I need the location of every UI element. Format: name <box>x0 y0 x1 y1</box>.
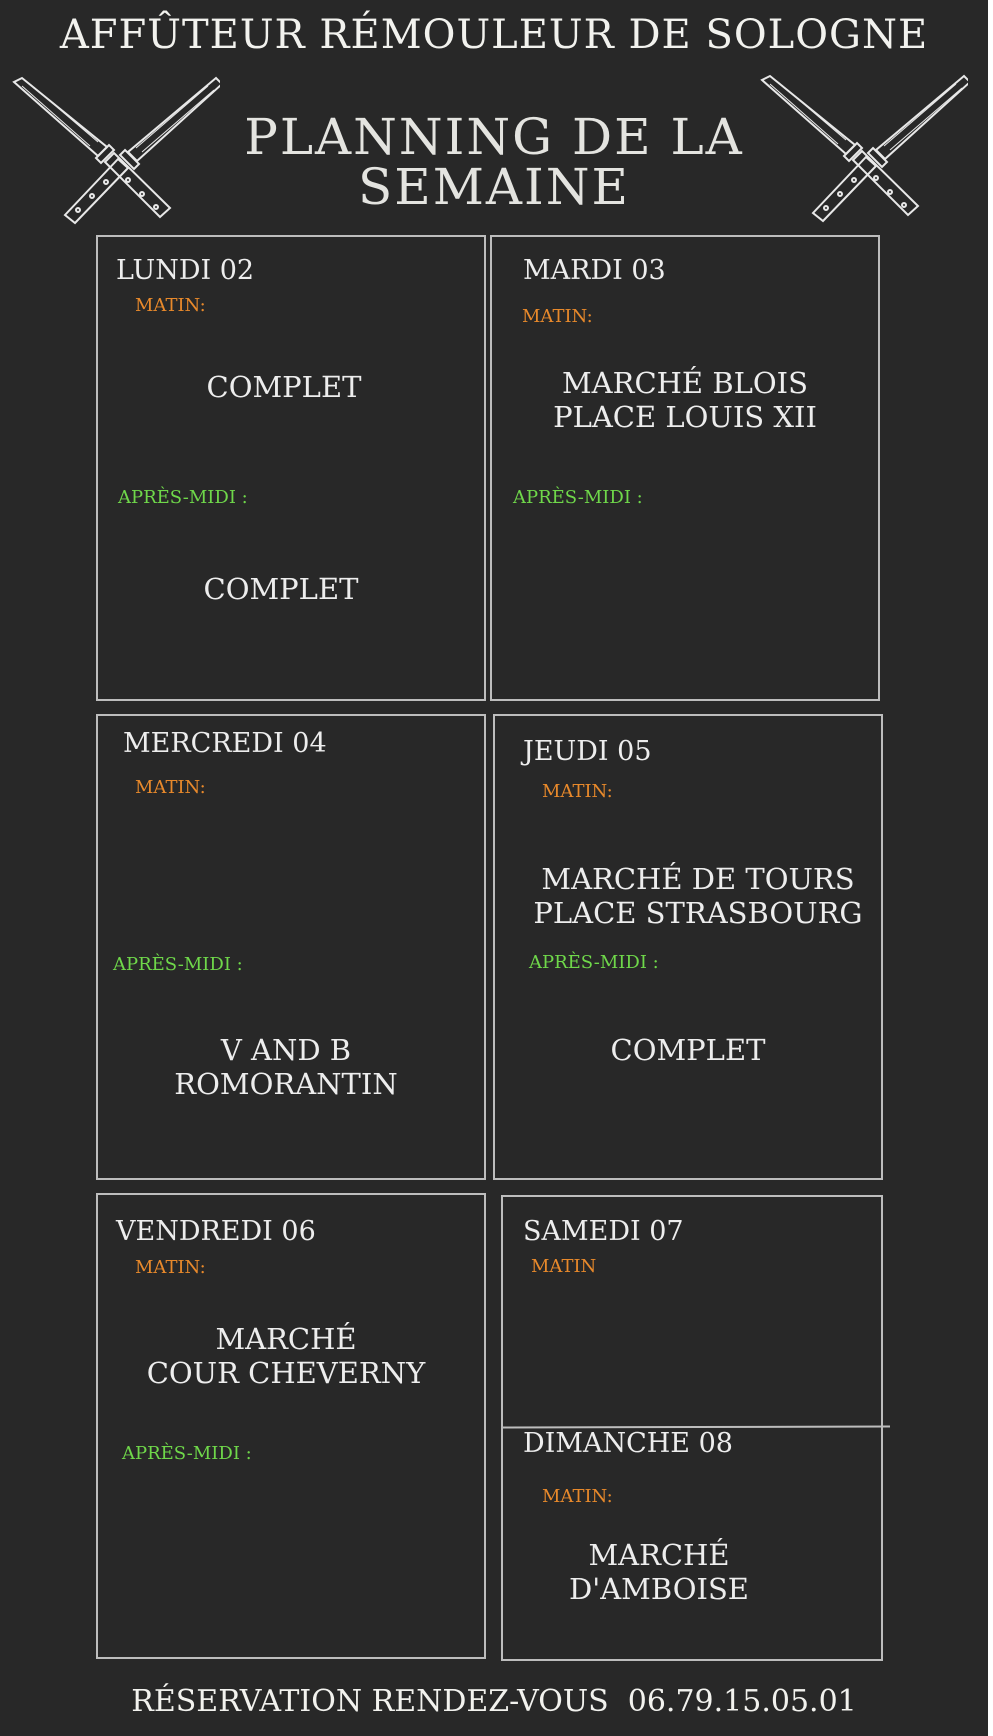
day-name-vendredi: VENDREDI 06 <box>116 1216 316 1247</box>
afternoon-value-line-1: V AND B <box>220 1033 352 1067</box>
afternoon-value-line-2: ROMORANTIN <box>174 1067 398 1101</box>
morning-value-line-2: COUR CHEVERNY <box>146 1356 426 1390</box>
afternoon-value <box>96 1033 476 1101</box>
brand-title: AFFÛTEUR RÉMOULEUR DE SOLOGNE <box>59 12 929 58</box>
morning-value-line-1: MARCHÉ <box>588 1538 730 1572</box>
day-name-mercredi: MERCREDI 04 <box>123 728 327 759</box>
morning-value-line-2: PLACE STRASBOURG <box>533 896 863 930</box>
day-name-samedi: SAMEDI 07 <box>523 1216 684 1247</box>
afternoon-label: APRÈS-MIDI : <box>113 954 243 975</box>
afternoon-value: COMPLET <box>610 1033 766 1067</box>
morning-label: MATIN: <box>542 1486 613 1507</box>
morning-value <box>490 366 880 434</box>
morning-label: MATIN: <box>522 306 593 327</box>
morning-value-line-1: MARCHÉ <box>215 1322 357 1356</box>
morning-value <box>501 1538 817 1606</box>
morning-label: MATIN: <box>135 1257 206 1278</box>
afternoon-label: APRÈS-MIDI : <box>118 487 248 508</box>
morning-value-line-1: MARCHÉ BLOIS <box>561 366 808 400</box>
title-line-1: PLANNING DE LA <box>244 108 744 166</box>
morning-label: MATIN: <box>542 781 613 802</box>
day-name-mardi: MARDI 03 <box>523 255 666 286</box>
morning-label: MATIN: <box>135 777 206 798</box>
morning-value <box>493 862 903 930</box>
afternoon-value: COMPLET <box>203 572 359 606</box>
morning-value: COMPLET <box>206 370 362 404</box>
day-box-mardi <box>490 235 880 701</box>
morning-value-line-2: PLACE LOUIS XII <box>553 400 817 434</box>
morning-label: MATIN <box>531 1256 597 1277</box>
day-name-lundi: LUNDI 02 <box>116 255 255 286</box>
afternoon-label: APRÈS-MIDI : <box>529 952 659 973</box>
title-line-2: SEMAINE <box>357 158 631 216</box>
morning-label: MATIN: <box>135 295 206 316</box>
reservation-footer: RÉSERVATION RENDEZ-VOUS 06.79.15.05.01 <box>131 1684 857 1719</box>
morning-value-line-2: D'AMBOISE <box>569 1572 749 1606</box>
morning-value-line-1: MARCHÉ DE TOURS <box>541 862 855 896</box>
afternoon-label: APRÈS-MIDI : <box>122 1443 252 1464</box>
day-name-dimanche: DIMANCHE 08 <box>523 1428 733 1459</box>
morning-value <box>96 1322 476 1390</box>
day-name-jeudi: JEUDI 05 <box>523 736 652 767</box>
page-title <box>0 108 988 216</box>
afternoon-label: APRÈS-MIDI : <box>513 487 643 508</box>
